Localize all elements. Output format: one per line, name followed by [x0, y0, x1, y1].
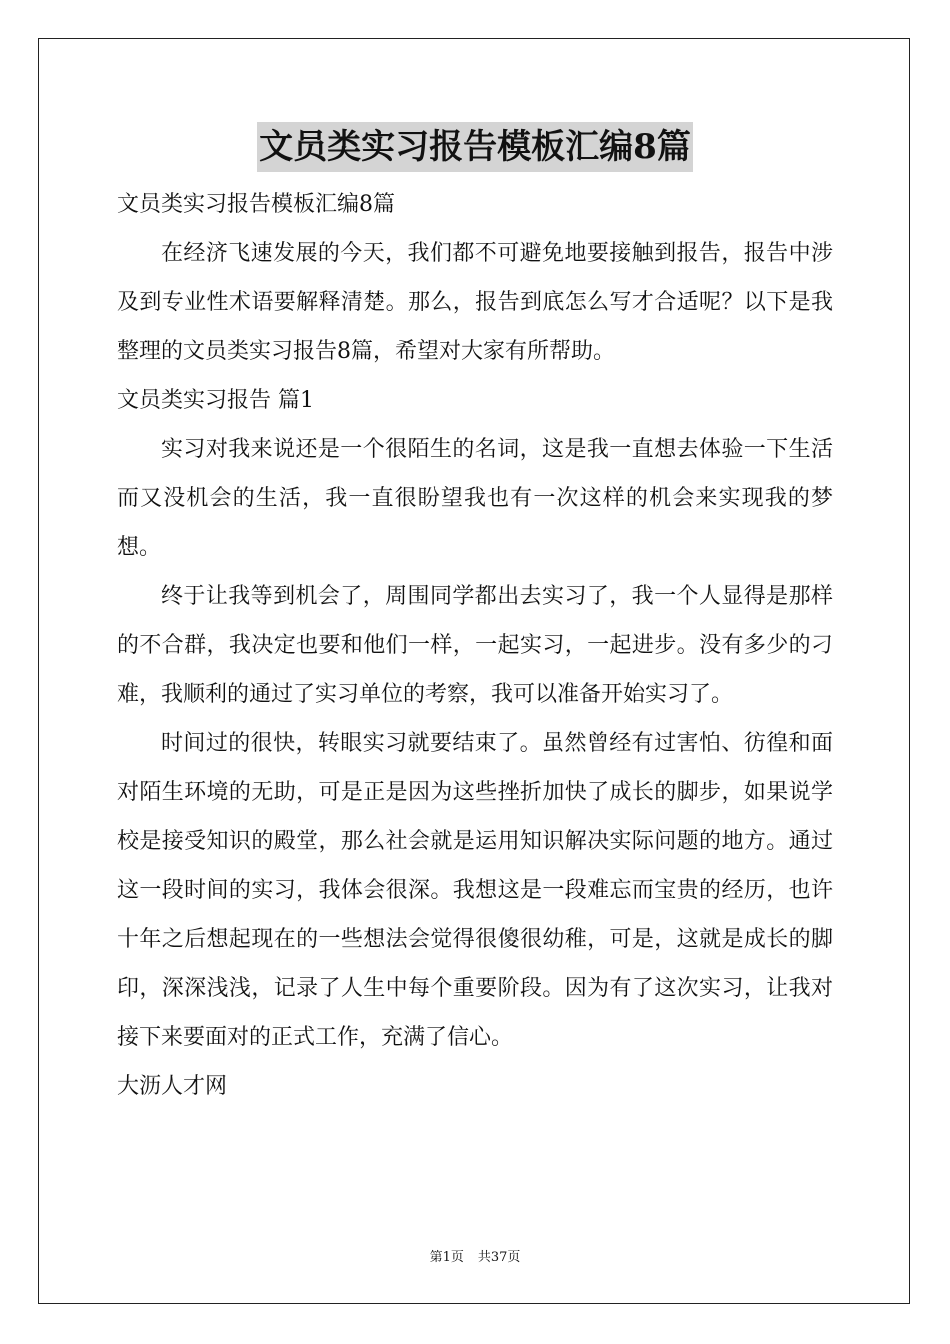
intro-paragraph: 在经济飞速发展的今天，我们都不可避免地要接触到报告，报告中涉及到专业性术语要解释清楚。那么，报告到底怎么写才合适呢？以下是我整理的文员类实习报告8篇，希望对大家有所帮助。	[117, 241, 833, 364]
section-heading: 文员类实习报告 篇1	[117, 388, 314, 413]
title-area	[0, 122, 950, 172]
document-subtitle: 文员类实习报告模板汇编8篇	[117, 192, 395, 217]
signature-text: 大沥人才网	[117, 1074, 228, 1099]
document-title: 文员类实习报告模板汇编8篇	[257, 122, 693, 172]
page-number: 第1页	[429, 1250, 464, 1265]
page-footer	[0, 1246, 950, 1265]
body-paragraph-3: 时间过的很快，转眼实习就要结束了。虽然曾经有过害怕、彷徨和面对陌生环境的无助，可是正是因为这些挫折加快了成长的脚步，如果说学校是接受知识的殿堂，那么社会就是运用知识解决实际问题的地方。通过这一段时间的实习，我体会很深。我想这是一段难忘而宝贵的经历，也许十年之后想起现在的一些想法会觉得很傻很幼稚，可是，这就是成长的脚印，深深浅浅，记录了人生中每个重要阶段。因为有了这次实习，让我对接下来要面对的正式工作，充满了信心。	[117, 731, 833, 1050]
document-body	[117, 180, 833, 1111]
page-total: 共37页	[477, 1250, 521, 1265]
body-paragraph-1: 实习对我来说还是一个很陌生的名词，这是我一直想去体验一下生活而又没机会的生活，我一直很盼望我也有一次这样的机会来实现我的梦想。	[117, 437, 833, 560]
body-paragraph-2: 终于让我等到机会了，周围同学都出去实习了，我一个人显得是那样的不合群，我决定也要和他们一样，一起实习，一起进步。没有多少的刁难，我顺利的通过了实习单位的考察，我可以准备开始实习了。	[117, 584, 833, 707]
